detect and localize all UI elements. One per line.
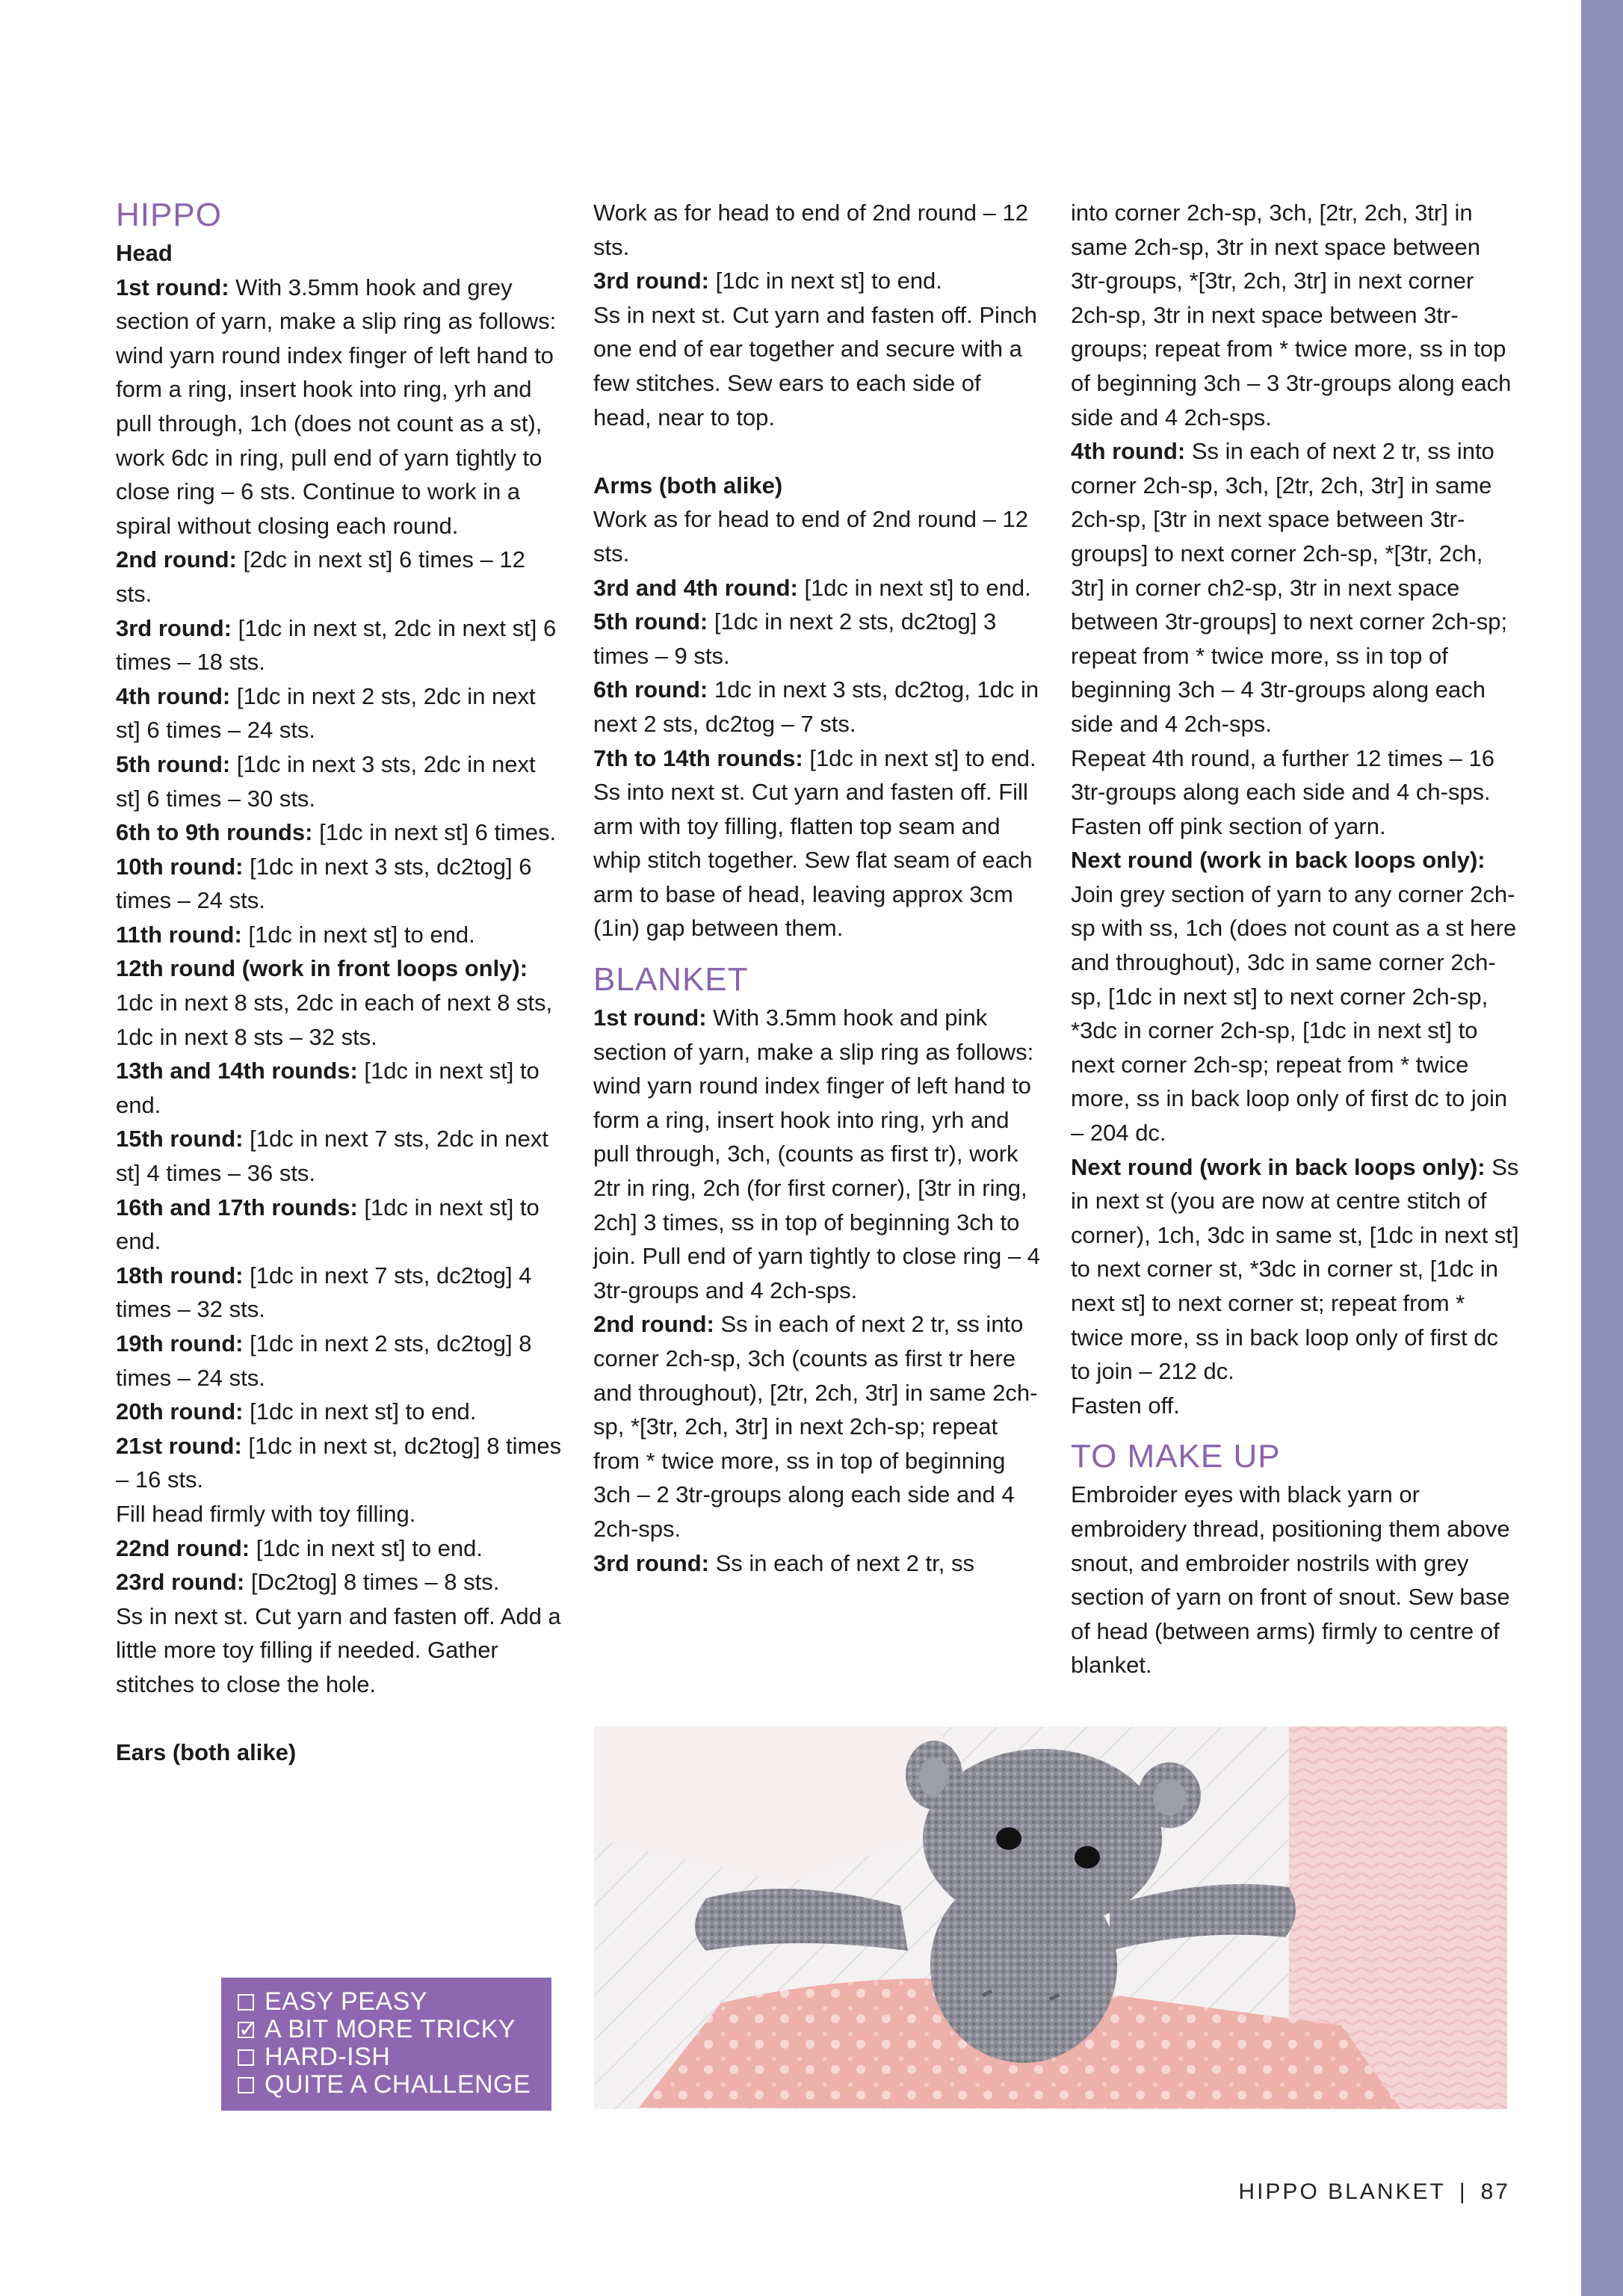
column-right xyxy=(1071,196,1519,1682)
round-text: Repeat 4th round, a further 12 times – 16 3tr-groups along each side and 4 ch-sps. Fasten off pink section of yarn. xyxy=(1071,744,1494,839)
round-label: 5th round: xyxy=(116,750,231,777)
round-label: 1st round: xyxy=(116,274,229,300)
round-text: Ss in each of next 2 tr, ss into corner 2ch-sp, 3ch, [2tr, 2ch, 3tr] in same 2ch-sp, [3tr in next space between 3tr-groups] to next corner 2ch-sp, *[3tr, 2ch, 3tr] in corner ch2-sp, 3tr in next space between 3tr-groups] to next corner 2ch-sp; repeat from * twice more, ss in top of beginning 3ch – 4 3tr-groups along each side and 4 2ch-sps. xyxy=(1071,438,1508,737)
checkbox-icon xyxy=(238,2022,254,2038)
round-text: [1dc in next st, 2dc in next st] 6 times – 18 sts. xyxy=(116,614,557,676)
checkbox-icon xyxy=(238,2049,254,2066)
round-text: [1dc in next st] to end. xyxy=(241,921,475,948)
round-text: [1dc in next st] to end. xyxy=(250,1534,483,1561)
round-label: 4th round: xyxy=(116,682,231,709)
blanket-heading: BLANKET xyxy=(593,961,749,999)
round-text: 1dc in next 8 sts, 2dc in each of next 8 sts, 1dc in next 8 sts – 32 sts. xyxy=(116,990,553,1050)
round-label: 15th round: xyxy=(116,1126,244,1152)
arms-subheading: Arms (both alike) xyxy=(593,472,783,499)
round-text: [1dc in next st] to end. xyxy=(709,268,942,294)
round-text: Ss into next st. Cut yarn and fasten off. Fill arm with toy filling, flatten top seam and whip stitch together. Sew flat seam of each arm to base of head, leaving approx 3cm (1in) gap between them. xyxy=(593,779,1033,942)
instruction-paragraph xyxy=(116,1531,564,1566)
instruction-paragraph xyxy=(593,298,1042,434)
round-label: 3rd and 4th round: xyxy=(593,574,798,601)
round-text: With 3.5mm hook and pink section of yarn, make a slip ring as follows: wind yarn round index finger of left hand to form a ring, insert hook into ring, yrh and pull through, 3ch, (counts as first tr), work 2tr in ring, 2ch (for first corner), [3tr in ring, 2ch] 3 times, ss in top of beginning 3ch to join. Pull end of yarn tightly to close ring – 4 3tr-groups and 4 2ch-sps. xyxy=(593,1004,1040,1303)
instruction-paragraph xyxy=(116,271,564,543)
round-text: [1dc in next st] to end. xyxy=(803,744,1036,771)
round-label: Next round (work in back loops only): xyxy=(1071,847,1486,874)
difficulty-option xyxy=(238,2071,551,2099)
difficulty-label: QUITE A CHALLENGE xyxy=(265,2070,531,2099)
round-text: Ss in next st. Cut yarn and fasten off. Pinch one end of ear together and secure with a few stitches. Sew ears to each side of head, near to top. xyxy=(593,301,1037,430)
round-text: [1dc in next st] to end. xyxy=(797,574,1031,601)
instruction-paragraph xyxy=(593,1307,1042,1546)
difficulty-option xyxy=(238,2016,551,2043)
instruction-paragraph xyxy=(1071,1150,1519,1389)
difficulty-label: HARD-ISH xyxy=(265,2043,391,2071)
instruction-paragraph xyxy=(593,605,1042,673)
hippo-heading: HIPPO xyxy=(116,197,222,233)
instruction-paragraph xyxy=(593,673,1042,741)
round-text: Ss in each of next 2 tr, ss xyxy=(709,1549,974,1576)
round-text: [1dc in next 3 sts, dc2tog] 6 times – 24 sts. xyxy=(116,853,532,914)
round-label: 22nd round: xyxy=(116,1534,250,1561)
instruction-paragraph xyxy=(593,502,1042,570)
round-label: 2nd round: xyxy=(593,1311,714,1338)
footer-title: HIPPO BLANKET xyxy=(1238,2179,1446,2204)
arms-instructions xyxy=(593,502,1042,945)
round-text: 1dc in next 3 sts, dc2tog, 1dc in next 2 sts, dc2tog – 7 sts. xyxy=(593,676,1039,737)
difficulty-rating-box xyxy=(221,1978,551,2111)
instruction-paragraph xyxy=(593,775,1042,945)
round-text: Ss in next st (you are now at centre stitch of corner), 1ch, 3dc in same st, [1dc in next st] to next corner st, *3dc in corner st, [1dc in next st] to next corner st; repeat from * twice more, ss in back loop only of first dc to join – 212 dc. xyxy=(1071,1153,1519,1385)
instruction-paragraph xyxy=(116,951,564,1054)
round-text: into corner 2ch-sp, 3ch, [2tr, 2ch, 3tr] in same 2ch-sp, 3tr in next space between 3tr-groups, *[3tr, 2ch, 3tr] in next corner 2ch-sp, 3tr in next space between 3tr-groups; repeat from * twice more, ss in top of beginning 3ch – 3 3tr-groups along each side and 4 2ch-sps. xyxy=(1071,200,1512,430)
round-text: [Dc2tog] 8 times – 8 sts. xyxy=(244,1569,500,1596)
round-label: 11th round: xyxy=(116,921,242,948)
instruction-paragraph xyxy=(593,264,1042,298)
round-text: [1dc in next 7 sts, 2dc in next st] 4 times – 36 sts. xyxy=(116,1126,548,1187)
instruction-paragraph xyxy=(116,1395,564,1429)
head-instructions xyxy=(116,271,564,1702)
round-text: [1dc in next st] to end. xyxy=(116,1058,540,1118)
instruction-paragraph xyxy=(116,1565,564,1599)
round-label: 3rd round: xyxy=(593,268,709,294)
round-text: Work as for head to end of 2nd round – 12 sts. xyxy=(593,506,1028,567)
round-label: 2nd round: xyxy=(116,546,237,573)
instruction-paragraph xyxy=(116,747,564,815)
side-color-band xyxy=(1581,0,1623,2296)
instruction-paragraph xyxy=(1071,741,1519,844)
round-label: 3rd round: xyxy=(593,1549,709,1576)
round-label: 21st round: xyxy=(116,1432,242,1459)
instruction-paragraph xyxy=(1071,434,1519,741)
instruction-paragraph xyxy=(593,1001,1042,1307)
column-left xyxy=(116,196,564,1770)
instruction-paragraph xyxy=(116,1191,564,1259)
round-text: [1dc in next 2 sts, dc2tog] 3 times – 9 sts. xyxy=(593,608,997,669)
instruction-paragraph xyxy=(593,196,1042,264)
round-text: [1dc in next 7 sts, dc2tog] 4 times – 32 sts. xyxy=(116,1262,532,1323)
round-label: 12th round (work in front loops only): xyxy=(116,955,528,982)
round-label: 4th round: xyxy=(1071,438,1186,465)
difficulty-option xyxy=(238,1988,551,2016)
round-text: Ss in next st. Cut yarn and fasten off. Add a little more toy filling if needed. Gather stitches to close the hole. xyxy=(116,1602,561,1697)
instruction-paragraph xyxy=(116,1122,564,1190)
instruction-paragraph xyxy=(1071,196,1519,434)
footer-separator: | xyxy=(1459,2179,1468,2204)
round-label: Next round (work in back loops only): xyxy=(1071,1153,1486,1180)
round-label: 16th and 17th rounds: xyxy=(116,1194,358,1220)
difficulty-label: EASY PEASY xyxy=(265,1987,427,2016)
instruction-paragraph xyxy=(116,1327,564,1395)
checkbox-icon xyxy=(238,1994,254,2010)
page-footer xyxy=(1238,2179,1510,2205)
instruction-paragraph xyxy=(116,815,564,850)
round-text: Ss in each of next 2 tr, ss into corner 2ch-sp, 3ch (counts as first tr here and throughout), [2tr, 2ch, 3tr] in same 2ch-sp, *[3tr, 2ch, 3tr] in next 2ch-sp; repeat from * twice more, ss in top of beginning 3ch – 2 3tr-groups along each side and 4 2ch-sps. xyxy=(593,1311,1038,1542)
blanket-instructions-part1 xyxy=(593,1001,1042,1580)
hippo-blanket-photo xyxy=(594,1726,1507,2109)
instruction-paragraph xyxy=(116,611,564,679)
instruction-paragraph xyxy=(116,850,564,918)
instruction-paragraph xyxy=(593,741,1042,776)
instruction-paragraph xyxy=(116,1497,564,1531)
instruction-paragraph xyxy=(116,918,564,952)
round-text: [1dc in next st] to end. xyxy=(243,1398,477,1425)
make-up-text: Embroider eyes with black yarn or embroidery thread, positioning them above snout, and embroider nostrils with grey section of yarn on front of snout. Sew base of head (between arms) firmly to centre of blanket. xyxy=(1071,1481,1510,1679)
round-text: Work as for head to end of 2nd round – 12 sts. xyxy=(593,200,1028,260)
round-label: 1st round: xyxy=(593,1004,707,1031)
difficulty-label: A BIT MORE TRICKY xyxy=(265,2015,516,2043)
difficulty-option xyxy=(238,2043,551,2071)
ears-subheading: Ears (both alike) xyxy=(116,1739,297,1766)
round-label: 19th round: xyxy=(116,1330,244,1357)
round-label: 6th round: xyxy=(593,676,708,703)
round-label: 5th round: xyxy=(593,608,708,635)
blanket-instructions-part2 xyxy=(1071,196,1519,1422)
round-label: 7th to 14th rounds: xyxy=(593,744,803,771)
round-label: 20th round: xyxy=(116,1398,244,1425)
instruction-paragraph xyxy=(1071,1389,1519,1423)
round-text: [1dc in next 2 sts, dc2tog] 8 times – 24 sts. xyxy=(116,1330,532,1391)
instruction-paragraph xyxy=(116,1429,564,1497)
instruction-paragraph xyxy=(593,571,1042,605)
instruction-paragraph xyxy=(116,1599,564,1702)
instruction-paragraph xyxy=(1071,843,1519,1149)
round-text: [1dc in next st, dc2tog] 8 times – 16 sts. xyxy=(116,1432,562,1493)
round-text: Fill head firmly with toy filling. xyxy=(116,1500,416,1527)
round-label: 23rd round: xyxy=(116,1569,245,1596)
instruction-paragraph xyxy=(116,1054,564,1122)
round-text: [1dc in next 2 sts, 2dc in next st] 6 times – 24 sts. xyxy=(116,682,536,744)
hippo-photo-illustration xyxy=(594,1726,1507,2109)
instruction-paragraph xyxy=(593,1546,1042,1581)
round-label: 18th round: xyxy=(116,1262,244,1289)
checkbox-icon xyxy=(238,2077,254,2093)
round-text: [1dc in next st] to end. xyxy=(116,1194,540,1255)
page-number: 87 xyxy=(1480,2179,1510,2204)
round-text: [1dc in next 3 sts, 2dc in next st] 6 times – 30 sts. xyxy=(116,750,536,812)
head-subheading: Head xyxy=(116,240,173,266)
column-middle xyxy=(593,196,1042,1580)
instruction-paragraph xyxy=(116,1259,564,1327)
round-text: Join grey section of yarn to any corner 2ch-sp with ss, 1ch (does not count as a st here and throughout), 3dc in same corner 2ch-sp, [1dc in next st] to next corner 2ch-sp, *3dc in corner 2ch-sp, [1dc in next st] to next corner 2ch-sp; repeat from * twice more, ss in back loop only of first dc to join – 204 dc. xyxy=(1071,880,1517,1147)
instruction-paragraph xyxy=(116,679,564,747)
round-text: Fasten off. xyxy=(1071,1392,1180,1419)
round-label: 10th round: xyxy=(116,853,244,880)
round-label: 3rd round: xyxy=(116,614,232,641)
round-text: [2dc in next st] 6 times – 12 sts. xyxy=(116,546,525,607)
round-label: 13th and 14th rounds: xyxy=(116,1058,358,1084)
make-up-heading: TO MAKE UP xyxy=(1071,1438,1281,1475)
ears-instructions xyxy=(593,196,1042,434)
round-label: 6th to 9th rounds: xyxy=(116,819,313,846)
instruction-paragraph xyxy=(116,543,564,611)
round-text: [1dc in next st] 6 times. xyxy=(312,819,557,846)
round-text: With 3.5mm hook and grey section of yarn, make a slip ring as follows: wind yarn round index finger of left hand to form a ring, insert hook into ring, yrh and pull through, 1ch (does not count as a st), work 6dc in ring, pull end of yarn tightly to close ring – 6 sts. Continue to work in a spiral without closing each round. xyxy=(116,274,557,539)
